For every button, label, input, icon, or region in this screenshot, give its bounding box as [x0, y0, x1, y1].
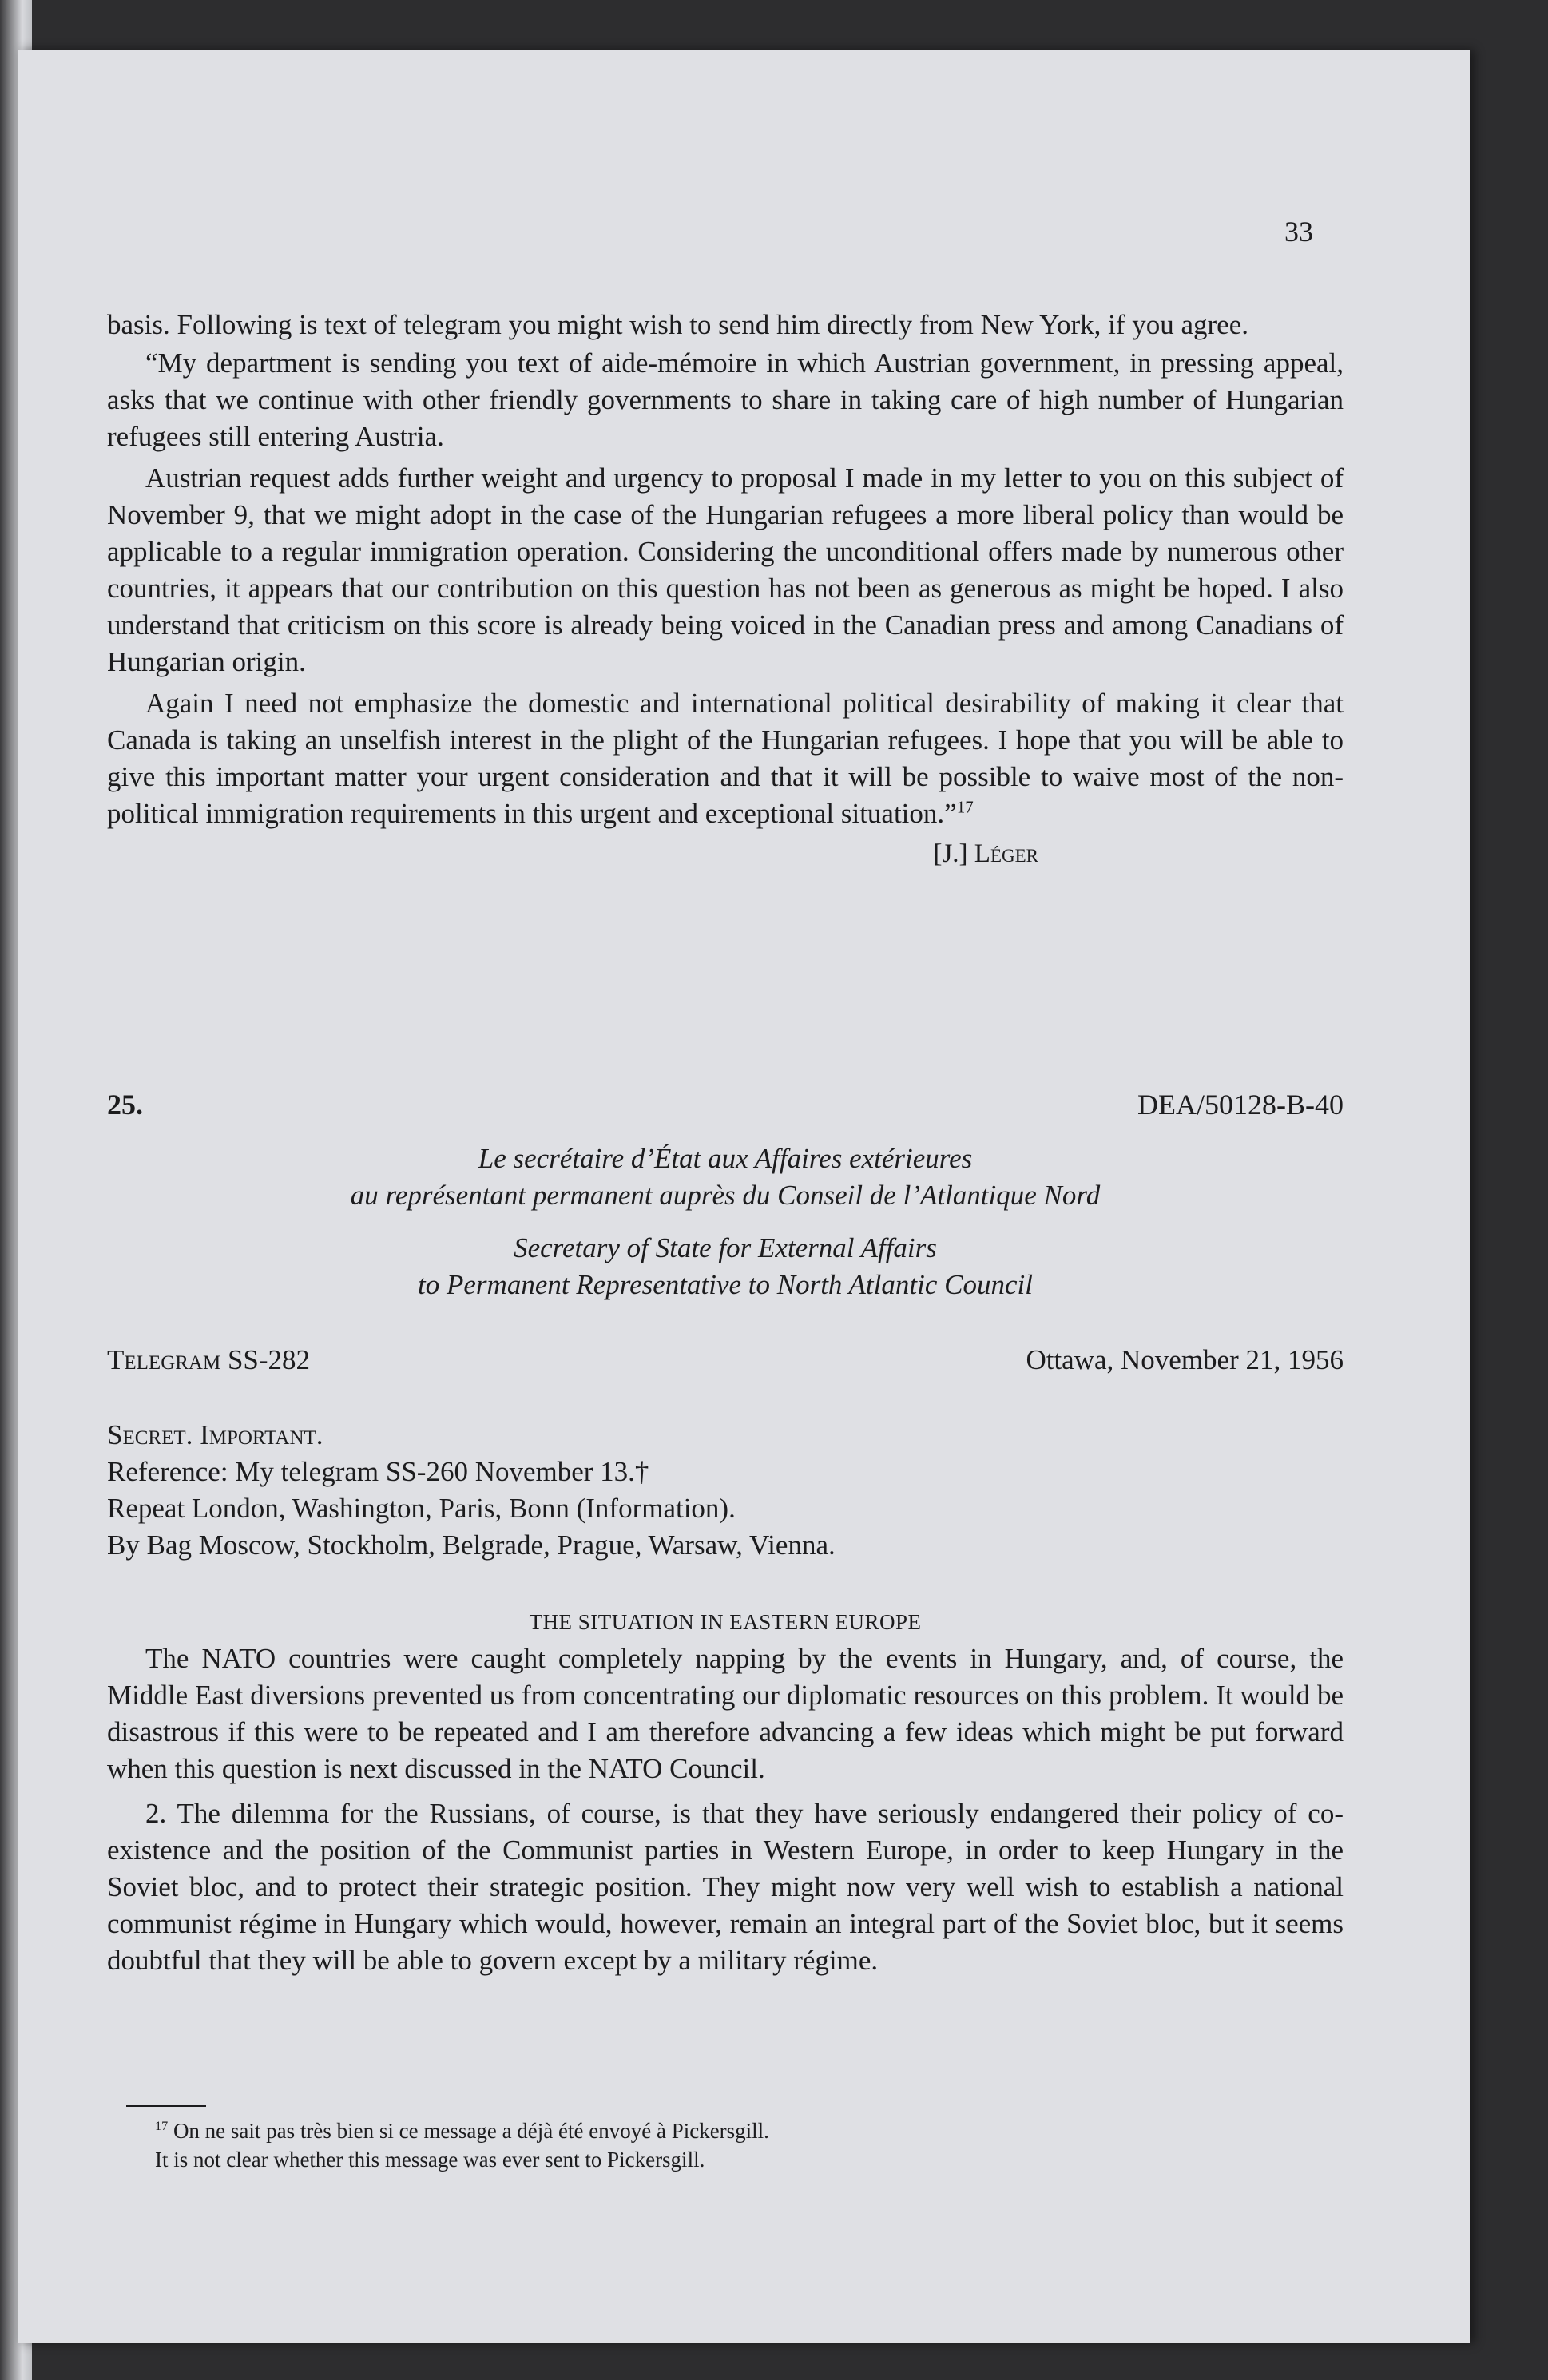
paragraph: The NATO countries were caught completely napping by the events in Hungary, and, of course, the Middle East diversions prevented us from concentrating our diplomatic resources on this problem. It would be disastrous if this were to be repeated and I am therefore advancing a few ideas which might be put forward when this question is next discussed in the NATO Council.: [107, 1643, 1344, 1784]
footnote-english: It is not clear whether this message was ever sent to Pickersgill.: [155, 2148, 705, 2172]
paragraph: 2. The dilemma for the Russians, of course, is that they have seriously endangered their policy of co-existence and the position of the Communist parties in Western Europe, in order to keep Hungary in the Soviet bloc, and to protect their strategic position. They might now very well wish to establish a national communist régime in Hungary which would, however, remain an integral part of the Soviet bloc, but it seems doubtful that they will be able to govern except by a military régime.: [107, 1798, 1344, 1976]
telegram-number: Telegram SS-282: [107, 1344, 311, 1375]
paragraph: Austrian request adds further weight and urgency to proposal I made in my letter to you on this subject of November 9, that we might adopt in the case of the Hungarian refugees a more liberal policy than would be applicable to a regular immigration operation. Considering the unconditional offers made by numerous other countries, it appears that our contribution on this question has not been as generous as might be hoped. I also understand that criticism on this score is already being voiced in the Canadian press and among Canadians of Hungarian origin.: [107, 462, 1344, 677]
footnote-marker: 17: [155, 2119, 169, 2133]
paragraph: basis. Following is text of telegram you might wish to send him directly from New York, if you agree.: [107, 309, 1248, 340]
telegram-metadata: [107, 1417, 1344, 1564]
footnote-french-text: On ne sait pas très bien si ce message a déjà été envoyé à Pickersgill.: [173, 2119, 769, 2143]
section-title: THE SITUATION IN EASTERN EUROPE: [529, 1610, 922, 1634]
page-number: 33: [1284, 216, 1313, 248]
paragraph-text: Again I need not emphasize the domestic and international political desirability of making it clear that Canada is taking an unselfish interest in the plight of the Hungarian refugees. I hope that you will be able to give this important matter your urgent consideration and that it will be possible to waive most of the non-political immigration requirements in this urgent and exceptional situation.”: [107, 688, 1344, 829]
bag-line: By Bag Moscow, Stockholm, Belgrade, Prague, Warsaw, Vienna.: [107, 1529, 836, 1561]
repeat-line: Repeat London, Washington, Paris, Bonn (Information).: [107, 1493, 736, 1524]
footnote-rule: [126, 2105, 206, 2107]
book-page: [18, 50, 1470, 2343]
file-reference: DEA/50128-B-40: [1137, 1089, 1344, 1121]
footnote-reference: 17: [956, 797, 974, 817]
heading-french-line-1: Le secrétaire d’État aux Affaires extérieures: [478, 1143, 973, 1174]
place-date: Ottawa, November 21, 1956: [1026, 1344, 1344, 1375]
telegram-row: [107, 1342, 1344, 1378]
heading-english-line-2: to Permanent Representative to North Atlantic Council: [418, 1269, 1033, 1300]
document-number: 25.: [107, 1089, 143, 1121]
signature: [J.] Léger: [933, 839, 1038, 868]
footnote-french: [155, 2116, 1273, 2145]
paragraph: “My department is sending you text of aide-mémoire in which Austrian government, in pressing appeal, asks that we continue with other friendly governments to share in taking care of high number of Hungarian refugees still entering Austria.: [107, 347, 1344, 452]
paragraph-with-footnote: [107, 685, 1344, 832]
heading-english-line-1: Secretary of State for External Affairs: [514, 1232, 937, 1263]
reference-line: Reference: My telegram SS-260 November 13.†: [107, 1456, 649, 1487]
classification: Secret. Important.: [107, 1419, 323, 1450]
footnotes: [155, 2116, 1273, 2174]
heading-french-line-2: au représentant permanent auprès du Conseil de l’Atlantique Nord: [350, 1180, 1101, 1211]
previous-document-continuation: [107, 307, 1344, 872]
telegram-body: [107, 1640, 1344, 1987]
document-heading: [107, 1140, 1344, 1303]
document-header-row: [107, 1086, 1344, 1123]
